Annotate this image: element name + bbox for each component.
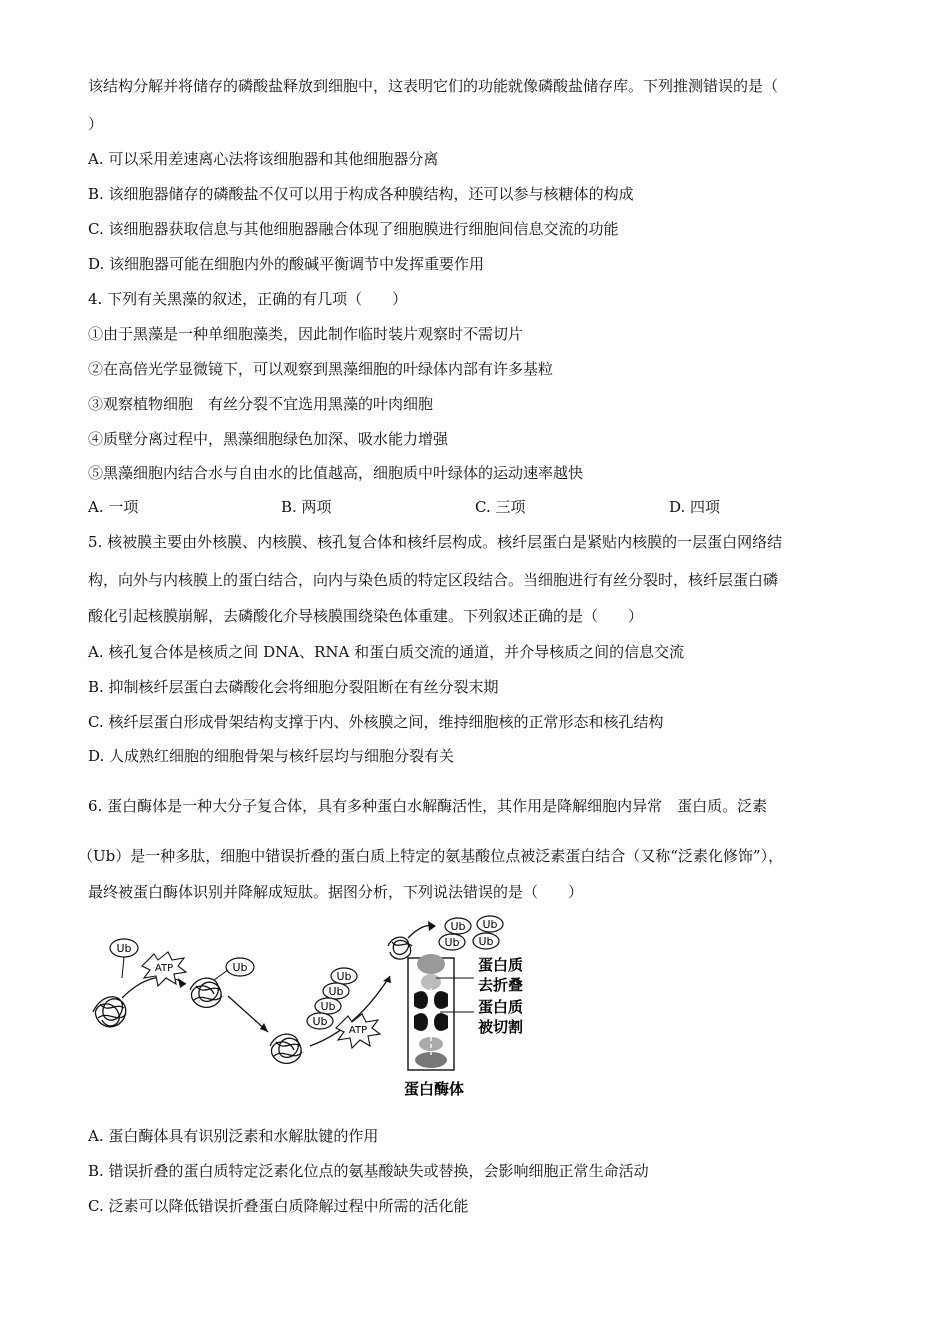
atp-burst-2 [336,1014,380,1048]
svg-text:Ub: Ub [232,961,248,974]
q5-stem-line3: 酸化引起核膜崩解，去磷酸化介导核膜围绕染色体重建。下列叙述正确的是（ ） [88,607,644,625]
label-unfold-2: 去折叠 [478,976,524,994]
q4-statement-2: ②在高倍光学显微镜下，可以观察到黑藻细胞的叶绿体内部有许多基粒 [88,360,554,378]
q4-statement-1: ①由于黑藻是一种单细胞藻类，因此制作临时装片观察时不需切片 [88,325,524,343]
label-unfold-1: 蛋白质 [478,956,524,974]
q5-option-a: A. 核孔复合体是核质之间 DNA、RNA 和蛋白质交流的通道，并介导核质之间的信息交流 [88,643,685,661]
ub-chain-b [323,983,349,999]
svg-text:ATP: ATP [154,963,174,974]
q4-statement-3: ③观察植物细胞 有丝分裂不宜选用黑藻的叶肉细胞 [88,395,434,413]
q3-option-d: D. 该细胞器可能在细胞内外的酸碱平衡调节中发挥重要作用 [88,255,485,273]
misfolded-protein-3 [270,1034,302,1063]
ub-chain-a [331,968,357,984]
q5-option-b: B. 抑制核纤层蛋白去磷酸化会将细胞分裂阻断在有丝分裂末期 [88,678,499,696]
ub-released-2 [477,916,503,932]
svg-text:Ub: Ub [328,985,344,998]
q3-intro-line2: ） [88,115,104,133]
misfolded-protein-1 [93,997,126,1027]
q4-option-a: A. 一项 [88,498,139,516]
ub-released-4 [473,933,499,949]
q4-statement-5: ⑤黑藻细胞内结合水与自由水的比值越高，细胞质中叶绿体的运动速率越快 [88,464,584,482]
q3-option-c: C. 该细胞器获取信息与其他细胞器融合体现了细胞膜进行细胞间信息交流的功能 [88,220,619,238]
q5-option-c: C. 核纤层蛋白形成骨架结构支撑于内、外核膜之间，维持细胞核的正常形态和核孔结构 [88,713,664,731]
svg-text:Ub: Ub [450,920,466,933]
q4-option-c: C. 三项 [475,498,526,516]
svg-text:Ub: Ub [312,1015,328,1028]
label-cut-1: 蛋白质 [478,998,524,1016]
q5-option-d: D. 人成熟红细胞的细胞骨架与核纤层均与细胞分裂有关 [88,747,455,765]
q6-stem-line3: 最终被蛋白酶体识别并降解成短肽。据图分析，下列说法错误的是（ ） [88,883,584,901]
q6-option-b: B. 错误折叠的蛋白质特定泛素化位点的氨基酸缺失或替换，会影响细胞正常生命活动 [88,1162,649,1180]
misfolded-protein-4 [388,937,412,959]
svg-text:Ub: Ub [482,918,498,931]
q5-stem-line2: 构，向外与内核膜上的蛋白结合，向内与染色质的特定区段结合。当细胞进行有丝分裂时，核纤层蛋白磷 [88,571,779,589]
q5-stem-line1: 5. 核被膜主要由外核膜、内核膜、核孔复合体和核纤层构成。核纤层蛋白是紧贴内核膜的一层蛋白网络结 [88,533,783,551]
q6-stem-line2: （Ub）是一种多肽，细胞中错误折叠的蛋白质上特定的氨基酸位点被泛素蛋白结合（又称“泛素化修饰”）， [78,847,784,865]
label-cut-2: 被切割 [478,1018,524,1036]
q3-option-a: A. 可以采用差速离心法将该细胞器和其他细胞器分离 [88,150,439,168]
q6-option-a: A. 蛋白酶体具有识别泛素和水解肽键的作用 [88,1127,379,1145]
ubiquitin-proteasome-diagram [88,908,548,1108]
svg-text:Ub: Ub [336,970,352,983]
ub-tag-1 [110,939,138,957]
ub-chain-c [315,998,341,1014]
ub-released-1 [445,918,471,934]
svg-text:ATP: ATP [348,1025,368,1036]
q6-option-c: C. 泛素可以降低错误折叠蛋白质降解过程中所需的活化能 [88,1197,469,1215]
ub-tag-2 [226,958,254,976]
q4-option-b: B. 两项 [281,498,332,516]
svg-text:Ub: Ub [444,936,460,949]
q3-intro-line1: 该结构分解并将储存的磷酸盐释放到细胞中，这表明它们的功能就像磷酸盐储存库。下列推测错误的是（ [88,77,779,95]
q6-stem-line1: 6. 蛋白酶体是一种大分子复合体，具有多种蛋白水解酶活性，其作用是降解细胞内异常 蛋白质。泛素 [88,797,768,815]
misfolded-protein-2 [190,978,222,1007]
label-proteasome: 蛋白酶体 [403,1080,465,1098]
svg-text:Ub: Ub [116,942,132,955]
q3-option-b: B. 该细胞器储存的磷酸盐不仅可以用于构成各种膜结构，还可以参与核糖体的构成 [88,185,634,203]
svg-text:Ub: Ub [320,1000,336,1013]
q4-statement-4: ④质壁分离过程中，黑藻细胞绿色加深、吸水能力增强 [88,430,449,448]
ub-chain-d [307,1013,333,1029]
ub-released-3 [439,934,465,950]
q4-option-d: D. 四项 [669,498,721,516]
svg-text:Ub: Ub [478,935,494,948]
arrow-1 [122,977,186,998]
q4-stem: 4. 下列有关黑藻的叙述，正确的有几项（ ） [88,290,408,308]
